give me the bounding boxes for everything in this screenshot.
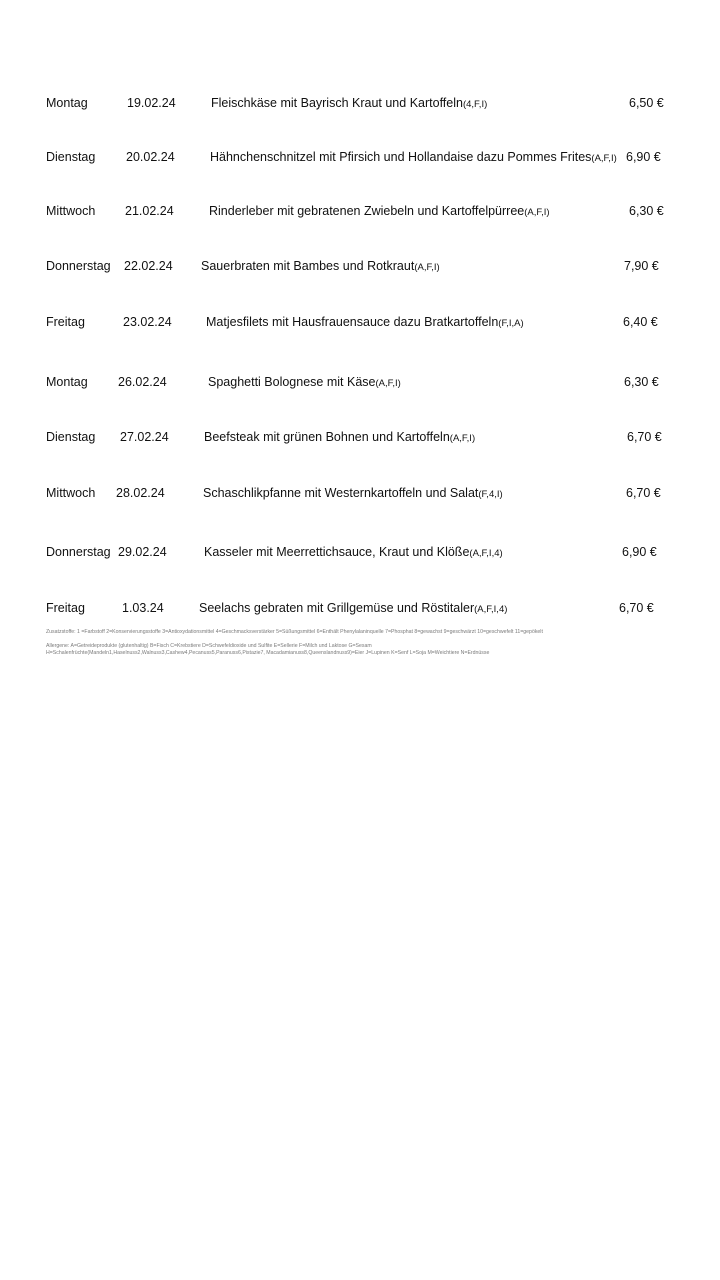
menu-date: 1.03.24	[122, 601, 164, 615]
menu-dish-text: Matjesfilets mit Hausfrauensauce dazu Bratkartoffeln	[206, 315, 499, 329]
menu-dish	[203, 483, 503, 505]
menu-dish	[206, 312, 524, 334]
menu-allergens: (F,4,I)	[478, 489, 503, 500]
menu-price: 7,90 €	[624, 259, 659, 273]
menu-dish	[201, 256, 440, 278]
menu-row	[0, 93, 720, 113]
menu-date: 22.02.24	[124, 259, 173, 273]
menu-day: Freitag	[46, 315, 85, 329]
menu-price: 6,70 €	[627, 430, 662, 444]
menu-dish-text: Schaschlikpfanne mit Westernkartoffeln und Salat	[203, 486, 479, 500]
menu-dish	[210, 147, 617, 169]
menu-row	[0, 483, 720, 503]
menu-allergens: (4,F,I)	[462, 99, 488, 110]
menu-allergens: (A,F,I)	[449, 433, 476, 444]
menu-allergens: (A,F,I,4)	[474, 604, 508, 615]
menu-day: Mittwoch	[46, 204, 96, 218]
menu-day: Mittwoch	[46, 486, 96, 500]
menu-row	[0, 542, 720, 562]
menu-price: 6,30 €	[629, 204, 664, 218]
menu-dish	[204, 427, 475, 449]
menu-date: 21.02.24	[125, 204, 174, 218]
menu-row	[0, 312, 720, 332]
menu-allergens: (A,F,I,4)	[469, 548, 503, 559]
menu-day: Montag	[46, 375, 88, 389]
menu-price: 6,50 €	[629, 96, 664, 110]
menu-day: Dienstag	[46, 430, 96, 444]
menu-dish-text: Seelachs gebraten mit Grillgemüse und Röstitaler	[199, 601, 475, 615]
menu-day: Montag	[46, 96, 88, 110]
menu-price: 6,30 €	[624, 375, 659, 389]
menu-row	[0, 201, 720, 221]
menu-row	[0, 598, 720, 618]
menu-price: 6,40 €	[623, 315, 658, 329]
menu-price: 6,70 €	[626, 486, 661, 500]
menu-allergens: (A,F,I)	[414, 262, 440, 273]
menu-row	[0, 372, 720, 392]
menu-date: 23.02.24	[123, 315, 172, 329]
menu-dish-text: Hähnchenschnitzel mit Pfirsich und Hollandaise dazu Pommes Frites	[210, 150, 592, 164]
menu-date: 26.02.24	[118, 375, 167, 389]
menu-dish-text: Beefsteak mit grünen Bohnen und Kartoffeln	[204, 430, 450, 444]
menu-dish-text: Kasseler mit Meerrettichsauce, Kraut und Klöße	[204, 545, 470, 559]
menu-dish	[208, 372, 401, 394]
menu-allergens: (A,F,I)	[524, 207, 550, 218]
menu-day: Dienstag	[46, 150, 96, 164]
menu-day: Donnerstag	[46, 545, 111, 559]
menu-date: 27.02.24	[120, 430, 169, 444]
menu-dish-text: Sauerbraten mit Bambes und Rotkraut	[201, 259, 415, 273]
additives-note: Zusatzstoffe: 1 =Farbstoff 2=Konservierungsstoffe 3=Antioxydationsmittel 4=Geschmacksverstärker 5=Süßungsmittel 6=Enthält Phenylalaninquelle 7=Phosphat 8=gewachst 9=geschwärzt 10=geschwefelt 11=gepökelt	[46, 629, 543, 635]
menu-day: Donnerstag	[46, 259, 111, 273]
menu-dish	[211, 93, 487, 115]
menu-dish-text: Rinderleber mit gebratenen Zwiebeln und Kartoffelpürree	[209, 204, 525, 218]
menu-price: 6,90 €	[622, 545, 657, 559]
menu-allergens: (F,I,A)	[498, 318, 524, 329]
menu-price: 6,90 €	[626, 150, 661, 164]
menu-dish	[204, 542, 503, 564]
menu-allergens: (A,F,I)	[591, 153, 617, 164]
menu-price: 6,70 €	[619, 601, 654, 615]
menu-row	[0, 427, 720, 447]
menu-day: Freitag	[46, 601, 85, 615]
menu-dish-text: Fleischkäse mit Bayrisch Kraut und Kartoffeln	[211, 96, 463, 110]
menu-date: 29.02.24	[118, 545, 167, 559]
menu-date: 19.02.24	[127, 96, 176, 110]
menu-dish	[199, 598, 507, 620]
menu-row	[0, 256, 720, 276]
allergens-note-line1: Allergene: A=Getreideprodukte (glutenhaltig) B=Fisch C=Krebstiere D=Schwefeldioxide und Sulfite E=Sellerie F=Milch und Laktose G=Sesam	[46, 643, 372, 649]
menu-dish-text: Spaghetti Bolognese mit Käse	[208, 375, 376, 389]
allergens-note-line2: H=Schalenfrüchte(Mandeln1,Haselnuss2,Walnuss3,Cashew4,Pecanuss5,Paranuss6,Pistazie7, Macadamianuss8,Queenslandnuss9)=Eier J=Lupinen K=Senf L=Soja M=Weichtiere N=Erdnüsse	[46, 650, 490, 656]
menu-allergens: (A,F,I)	[375, 378, 401, 389]
menu-date: 28.02.24	[116, 486, 165, 500]
menu-date: 20.02.24	[126, 150, 175, 164]
menu-dish	[209, 201, 550, 223]
menu-row	[0, 147, 720, 167]
